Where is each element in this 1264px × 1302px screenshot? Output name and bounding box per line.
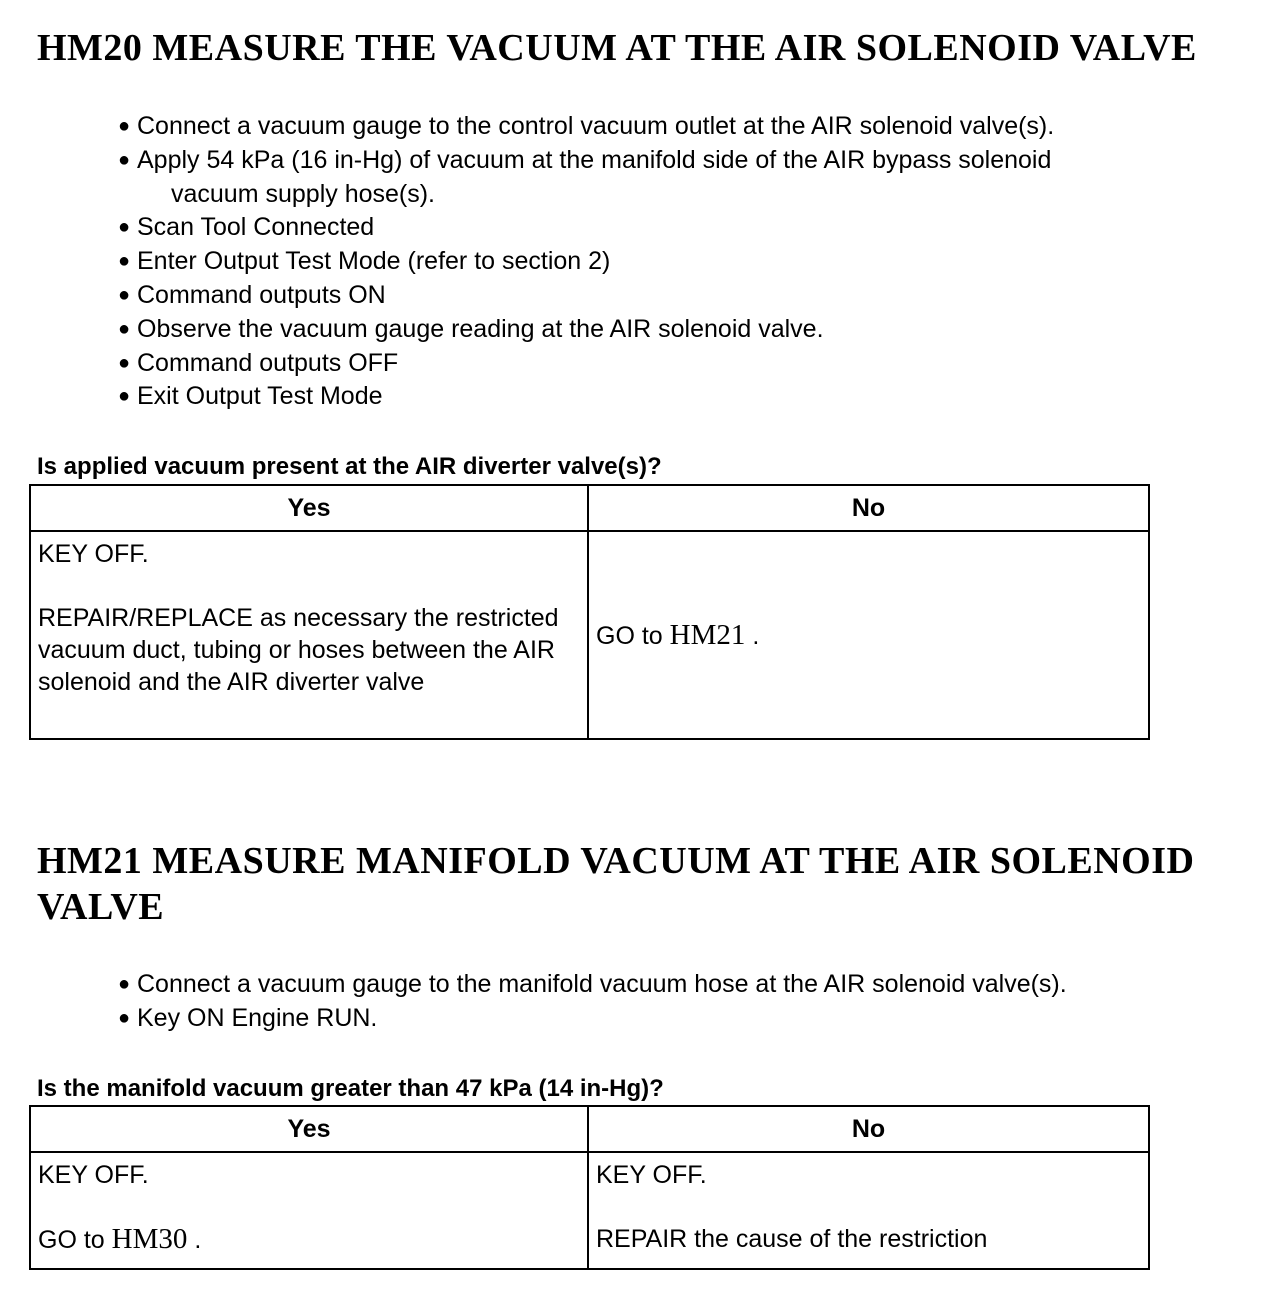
list-item: ● Command outputs OFF [118,347,1178,381]
no-header: No [588,485,1149,531]
no-step-1: KEY OFF. [596,1161,707,1189]
goto-suffix: . [187,1226,202,1254]
list-item: ● Apply 54 kPa (16 in-Hg) of vacuum at the manifold side of the AIR bypass solenoid vacuum supply hose(s). [118,145,1052,208]
list-item: ● Connect a vacuum gauge to the manifold vacuum hose at the AIR solenoid valve(s). [118,968,1218,1002]
goto-prefix: GO to [38,1226,105,1254]
no-cell [588,531,1149,739]
bullet-icon: ● [118,115,131,137]
no-header: No [588,1106,1149,1152]
bullet-icon: ● [118,216,131,239]
bullet-icon: ● [118,385,131,408]
bullet-icon: ● [118,148,131,171]
goto-prefix: GO to [596,621,663,650]
question-hm21: Is the manifold vacuum greater than 47 kPa (14 in-Hg)? [37,1075,664,1102]
bullet-icon: ● [118,250,131,273]
bullet-icon: ● [118,351,131,374]
yes-cell [30,1152,588,1269]
bullet-icon: ● [118,283,131,306]
list-item: ● Observe the vacuum gauge reading at the AIR solenoid valve. [118,313,1178,347]
list-item: ● Connect a vacuum gauge to the control vacuum outlet at the AIR solenoid valve(s). [118,110,1178,144]
step-list-hm21 [118,968,1218,1036]
question-hm20: Is applied vacuum present at the AIR diverter valve(s)? [37,453,662,480]
yes-cell [30,531,588,739]
bullet-icon: ● [118,1006,131,1029]
list-item: ● Enter Output Test Mode (refer to section 2) [118,245,1178,279]
yes-step-1: KEY OFF. [38,540,149,568]
list-item: ● Scan Tool Connected [118,211,1178,245]
yes-header: Yes [30,1106,588,1152]
list-item: ● Exit Output Test Mode [118,380,1178,414]
section-title-hm21: HM21 MEASURE MANIFOLD VACUUM AT THE AIR SOLENOID VALVE [37,840,1195,928]
yes-step-2: REPAIR/REPLACE as necessary the restricted vacuum duct, tubing or hoses between the AIR solenoid and the AIR diverter valve [38,604,559,696]
bullet-icon: ● [118,317,131,340]
bullet-icon: ● [118,973,131,995]
goto-hm21-link[interactable]: HM21 [669,618,746,651]
yes-step-1: KEY OFF. [38,1161,149,1189]
section-title-hm20: HM20 MEASURE THE VACUUM AT THE AIR SOLENOID VALVE [37,27,1197,69]
list-item: ● Command outputs ON [118,279,1178,313]
no-step-2: REPAIR the cause of the restriction [596,1225,988,1253]
goto-hm30-link[interactable]: HM30 [111,1223,188,1255]
list-item: ● Key ON Engine RUN. [118,1002,1218,1036]
yes-header: Yes [30,485,588,531]
goto-suffix: . [745,621,760,650]
step-list-hm20 [118,110,1178,414]
no-cell [588,1152,1149,1269]
decision-table-hm21 [29,1105,1150,1270]
decision-table-hm20 [29,484,1150,740]
